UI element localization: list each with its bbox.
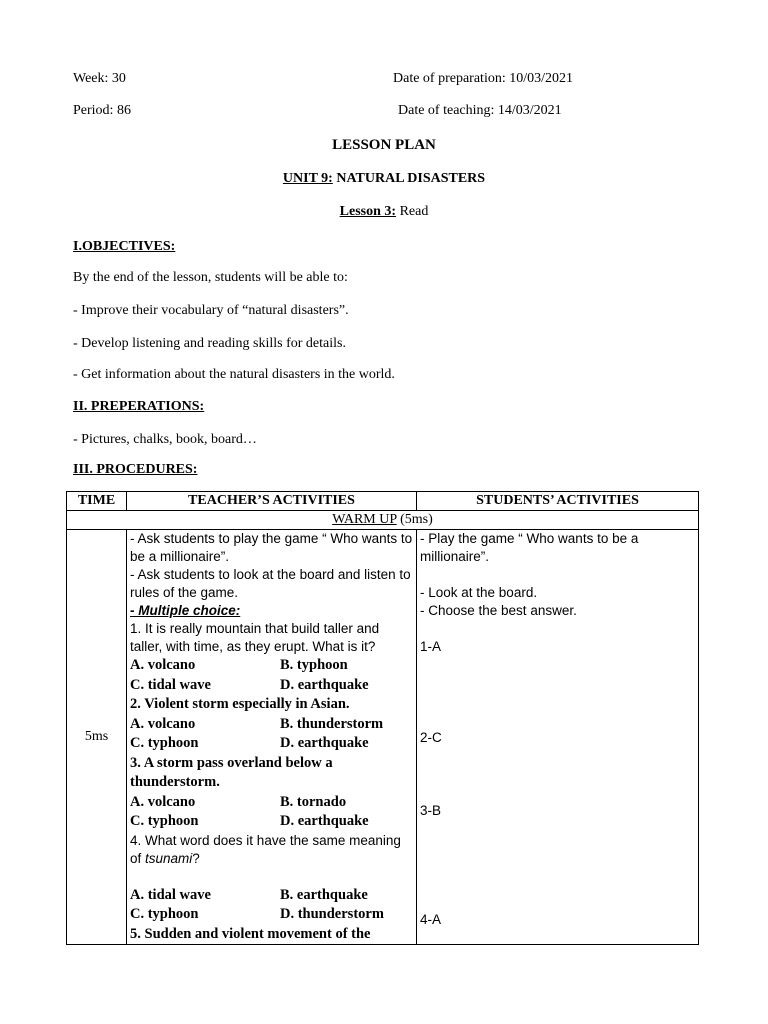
page-title: LESSON PLAN bbox=[332, 137, 436, 153]
time-cell: 5ms bbox=[67, 530, 127, 945]
section-duration: (5ms) bbox=[396, 512, 433, 527]
warm-up-section bbox=[67, 511, 699, 530]
answer: 3-B bbox=[420, 803, 442, 818]
teacher-activities-cell bbox=[127, 530, 417, 945]
question-4-term: tsunami bbox=[145, 850, 193, 866]
question-4 bbox=[130, 832, 413, 868]
teacher-instruction: - Ask students to look at the board and listen to rules of the game. bbox=[130, 567, 411, 600]
date-of-teaching: Date of teaching: 14/03/2021 bbox=[398, 103, 562, 118]
option: A. volcano bbox=[130, 657, 196, 673]
objective-item: - Develop listening and reading skills for details. bbox=[73, 336, 346, 351]
question-4-end: ? bbox=[192, 850, 200, 866]
objectives-intro: By the end of the lesson, students will be able to: bbox=[73, 270, 348, 285]
lesson-name: Read bbox=[396, 204, 429, 219]
header-teacher-activities: TEACHER’S ACTIVITIES bbox=[127, 492, 417, 511]
student-activity: - Look at the board. bbox=[420, 585, 538, 600]
question-2: 2. Violent storm especially in Asian. bbox=[130, 696, 350, 712]
spacer bbox=[130, 868, 413, 886]
question-4-text: 4. What word does it have the same meaning of bbox=[130, 832, 401, 866]
procedures-heading: III. PROCEDURES: bbox=[73, 462, 198, 477]
period: Period: 86 bbox=[73, 103, 131, 118]
spacer bbox=[420, 747, 695, 802]
unit-title bbox=[0, 171, 768, 187]
lesson-title bbox=[0, 204, 768, 220]
unit-label: UNIT 9: bbox=[282, 171, 333, 186]
option: D. earthquake bbox=[280, 676, 369, 693]
answer: 1-A bbox=[420, 639, 442, 654]
spacer bbox=[420, 820, 695, 911]
question-3: 3. A storm pass overland below a thunderstorm. bbox=[130, 754, 333, 790]
option: B. typhoon bbox=[280, 657, 348, 673]
header-students-activities: STUDENTS’ ACTIVITIES bbox=[417, 492, 699, 511]
teacher-instruction: - Ask students to play the game “ Who wants to be a millionaire”. bbox=[130, 531, 413, 564]
option: A. tidal wave bbox=[130, 886, 211, 903]
option: C. typhoon bbox=[130, 813, 199, 829]
section-row bbox=[67, 511, 699, 530]
option: D. earthquake bbox=[280, 813, 369, 829]
option: B. thunderstorm bbox=[280, 715, 384, 732]
spacer bbox=[420, 656, 695, 729]
preparations-text: - Pictures, chalks, book, board… bbox=[73, 432, 257, 447]
option: A. volcano bbox=[130, 793, 196, 810]
question-1-options-row bbox=[130, 676, 413, 696]
answer: 4-A bbox=[420, 912, 442, 927]
procedures-table bbox=[66, 491, 699, 945]
student-activity: - Choose the best answer. bbox=[420, 603, 577, 618]
question-5: 5. Sudden and violent movement of the bbox=[130, 925, 371, 942]
question-1-options-row bbox=[130, 656, 413, 676]
question-3-options-row bbox=[130, 812, 413, 832]
unit-name: NATURAL DISASTERS bbox=[332, 171, 486, 186]
question-4-options-row bbox=[130, 905, 413, 925]
question-3-options-row bbox=[130, 793, 413, 813]
option: C. typhoon bbox=[130, 906, 199, 922]
section-label: WARM UP bbox=[332, 512, 397, 527]
option: B. tornado bbox=[280, 793, 347, 810]
table-row bbox=[67, 530, 699, 945]
option: A. volcano bbox=[130, 715, 196, 732]
answer: 2-C bbox=[420, 730, 442, 745]
header-time: TIME bbox=[67, 492, 127, 511]
students-activities-cell bbox=[417, 530, 699, 945]
lesson-label: Lesson 3: bbox=[339, 204, 397, 219]
week: Week: 30 bbox=[73, 71, 126, 86]
spacer bbox=[420, 566, 695, 584]
preparations-heading: II. PREPERATIONS: bbox=[73, 399, 205, 414]
question-4-options-row bbox=[130, 886, 413, 906]
objectives-heading: I.OBJECTIVES: bbox=[73, 239, 176, 254]
option: C. tidal wave bbox=[130, 676, 211, 693]
date-of-preparation: Date of preparation: 10/03/2021 bbox=[393, 71, 574, 86]
option: C. typhoon bbox=[130, 735, 199, 751]
question-2-options-row bbox=[130, 734, 413, 754]
option: D. earthquake bbox=[280, 735, 369, 751]
question-2-options-row bbox=[130, 715, 413, 735]
option: B. earthquake bbox=[280, 886, 368, 903]
objective-item: - Improve their vocabulary of “natural disasters”. bbox=[73, 303, 349, 318]
objective-item: - Get information about the natural disasters in the world. bbox=[73, 367, 395, 382]
question-1: 1. It is really mountain that build taller and taller, with time, as they erupt. What is it? bbox=[130, 621, 380, 654]
option: D. thunderstorm bbox=[280, 906, 384, 922]
spacer bbox=[420, 620, 695, 638]
student-activity: - Play the game “ Who wants to be a millionaire”. bbox=[420, 531, 639, 564]
multiple-choice-label: - Multiple choice: bbox=[130, 603, 241, 618]
table-header-row bbox=[67, 492, 699, 511]
